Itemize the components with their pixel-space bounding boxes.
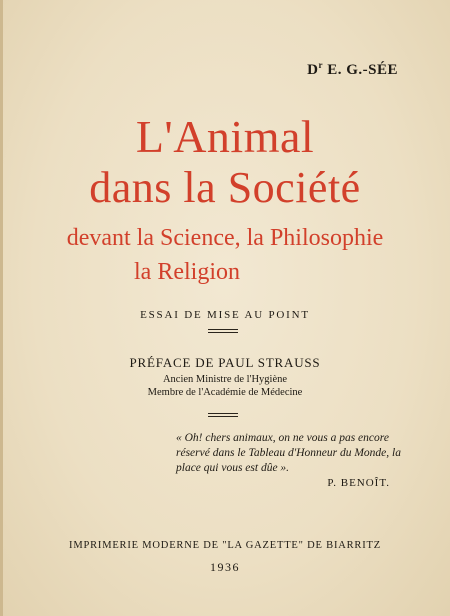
author-prefix: D: [307, 62, 319, 78]
title-line-1: L'Animal: [135, 111, 315, 162]
epigraph-author: P. BENOÎT.: [327, 477, 390, 489]
preface-heading: PRÉFACE DE PAUL STRAUSS: [129, 355, 321, 370]
preface-credential-2: Membre de l'Académie de Médecine: [147, 387, 303, 398]
divider-rule: [208, 329, 238, 333]
title-line-3: devant la Science, la Philosophie: [66, 225, 384, 251]
preface-credential-1: Ancien Ministre de l'Hygiène: [162, 374, 288, 385]
author-prefix-sup: r: [318, 60, 323, 70]
divider-rule: [208, 413, 238, 417]
epigraph-text: « Oh! chers animaux, on ne vous a pas encore réservé dans le Tableau d'Honneur du Monde, la place qui vous est dûe ».: [176, 432, 401, 474]
author-name: [307, 60, 398, 79]
subtitle: ESSAI DE MISE AU POINT: [140, 309, 310, 321]
printer-imprint: IMPRIMERIE MODERNE DE "LA GAZETTE" DE BIARRITZ: [69, 540, 381, 551]
author-fullname: E. G.-SÉE: [327, 62, 398, 78]
publication-year: 1936: [210, 560, 240, 574]
page-edge: [0, 0, 3, 616]
title-line-4: la Religion: [134, 259, 240, 285]
title-line-2: dans la Société: [89, 163, 361, 212]
